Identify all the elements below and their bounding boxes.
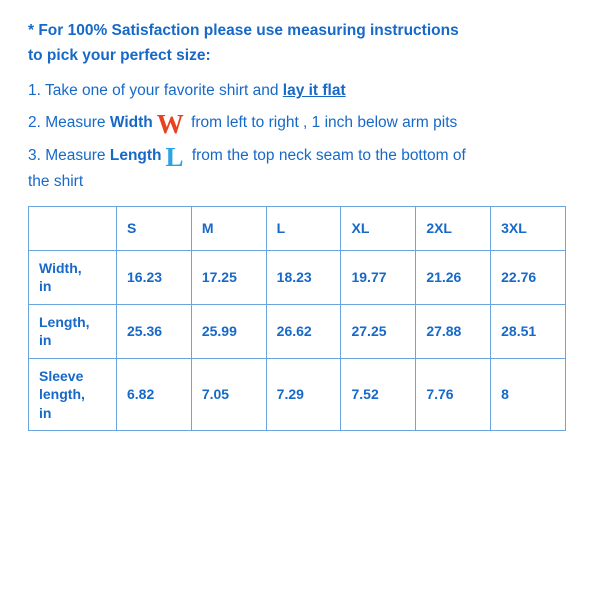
table-header-l: L <box>266 206 341 250</box>
row-label-length-line2: in <box>39 332 52 349</box>
step-1-emphasis: lay it flat <box>282 82 346 100</box>
table-header-m: M <box>191 206 266 250</box>
row-label-sleeve-length <box>29 358 117 430</box>
length-marker-icon: L <box>165 141 184 172</box>
table-header-2xl: 2XL <box>416 206 491 250</box>
intro-line-2: to pick your perfect size: <box>28 47 211 65</box>
step-3-text-line2: the shirt <box>28 172 84 190</box>
table-row <box>29 358 566 430</box>
step-1 <box>28 78 572 103</box>
cell-width-l: 18.23 <box>266 250 341 304</box>
row-label-width-line2: in <box>39 278 52 295</box>
width-marker-icon: W <box>156 109 183 140</box>
step-1-number: 1. <box>28 82 41 100</box>
step-3-number: 3. <box>28 146 41 164</box>
step-2-text-before: Measure <box>40 114 110 132</box>
row-label-sleeve-line3: in <box>39 404 52 421</box>
table-header-blank <box>29 206 117 250</box>
step-2-text-after: from left to right , 1 inch below arm pits <box>186 114 458 132</box>
cell-width-2xl: 21.26 <box>416 250 491 304</box>
row-label-length-line1: Length, <box>39 313 90 330</box>
cell-width-xl: 19.77 <box>341 250 416 304</box>
cell-width-m: 17.25 <box>191 250 266 304</box>
cell-sleeve-s: 6.82 <box>117 358 192 430</box>
table-row <box>29 304 566 358</box>
cell-sleeve-3xl: 8 <box>491 358 566 430</box>
step-1-text-before: Take one of your favorite shirt and <box>40 82 283 100</box>
cell-sleeve-xl: 7.52 <box>341 358 416 430</box>
cell-length-3xl: 28.51 <box>491 304 566 358</box>
size-table <box>28 206 566 431</box>
table-header-xl: XL <box>341 206 416 250</box>
intro-line-1: * For 100% Satisfaction please use measuring instructions <box>28 22 459 39</box>
row-label-length <box>29 304 117 358</box>
table-header-row <box>29 206 566 250</box>
cell-sleeve-l: 7.29 <box>266 358 341 430</box>
step-2-number: 2. <box>28 114 41 132</box>
table-header-3xl: 3XL <box>491 206 566 250</box>
step-3 <box>28 143 572 194</box>
cell-length-s: 25.36 <box>117 304 192 358</box>
step-3-text-after: from the top neck seam to the bottom of <box>187 146 466 164</box>
cell-length-m: 25.99 <box>191 304 266 358</box>
table-header-s: S <box>117 206 192 250</box>
step-2-emphasis: Width <box>109 114 153 132</box>
cell-sleeve-m: 7.05 <box>191 358 266 430</box>
cell-length-2xl: 27.88 <box>416 304 491 358</box>
cell-width-3xl: 22.76 <box>491 250 566 304</box>
cell-width-s: 16.23 <box>117 250 192 304</box>
intro-text <box>28 18 572 68</box>
row-label-sleeve-line2: length, <box>39 386 85 403</box>
table-row <box>29 250 566 304</box>
cell-length-xl: 27.25 <box>341 304 416 358</box>
row-label-sleeve-line1: Sleeve <box>39 367 84 384</box>
cell-sleeve-2xl: 7.76 <box>416 358 491 430</box>
step-3-text-before: Measure <box>40 146 110 164</box>
row-label-width-line1: Width, <box>39 259 82 276</box>
step-2 <box>28 109 572 140</box>
cell-length-l: 26.62 <box>266 304 341 358</box>
row-label-width <box>29 250 117 304</box>
step-3-emphasis: Length <box>109 146 162 164</box>
